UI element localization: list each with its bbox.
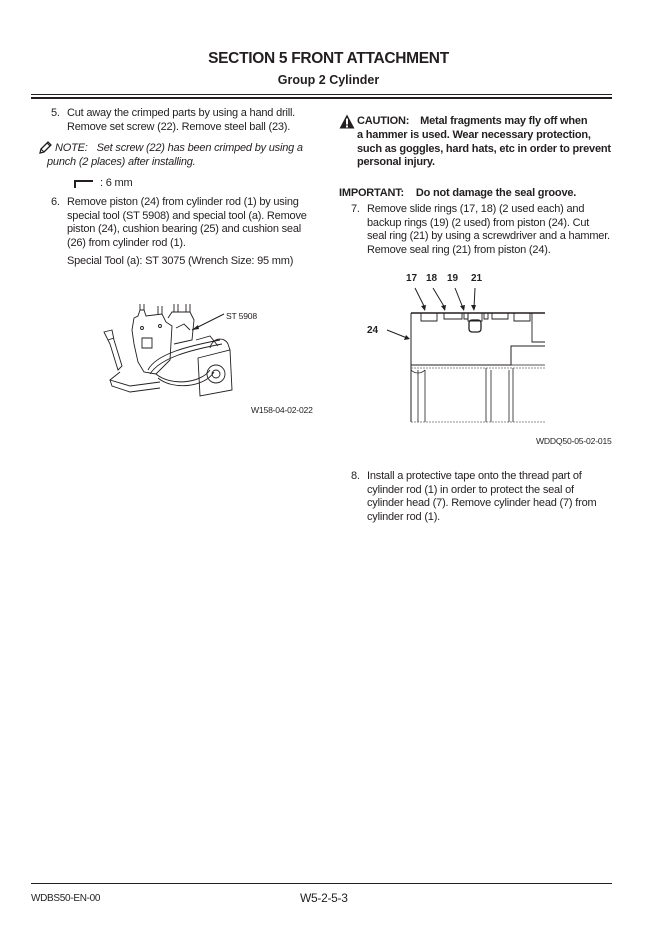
- callout-21: 21: [471, 273, 483, 284]
- step-line: backup rings (19) (2 used) from piston (24). Cut: [367, 216, 590, 229]
- step-line: Remove set screw (22). Remove steel ball (23).: [67, 120, 291, 133]
- step-line: piston (24), cushion bearing (25) and cushion seal: [67, 223, 301, 236]
- step-line: (26) from cylinder rod (1).: [67, 236, 186, 249]
- important-label: IMPORTANT:: [339, 187, 405, 199]
- step-line: Remove piston (24) from cylinder rod (1) by using: [67, 196, 299, 208]
- step-number: 8.: [351, 470, 360, 482]
- caution-text: Metal fragments may fly off when: [420, 115, 588, 127]
- important-text: Do not damage the seal groove.: [415, 187, 577, 199]
- figure-caption: WDDQ50-05-02-015: [536, 436, 612, 446]
- page-number: W5-2-5-3: [300, 891, 348, 905]
- step-line: cylinder rod (1).: [367, 510, 441, 523]
- pencil-icon: [38, 141, 55, 155]
- step-line: Install a protective tape onto the thread part of: [367, 470, 582, 482]
- doc-code: WDBS50-EN-00: [31, 893, 101, 904]
- wrench-size: : 6 mm: [100, 177, 133, 189]
- step-line: special tool (ST 5908) and special tool (a). Remove: [67, 209, 307, 222]
- special-tool-spec: Special Tool (a): ST 3075 (Wrench Size: 95 mm): [67, 255, 294, 268]
- figure-caption: W158-04-02-022: [251, 405, 313, 415]
- important-notice: [339, 187, 576, 201]
- step-8: [351, 470, 631, 524]
- step-line: Remove slide rings (17, 18) (2 used each) and: [367, 203, 585, 215]
- section-title: SECTION 5 FRONT ATTACHMENT: [208, 50, 449, 67]
- caution-block: [339, 115, 624, 170]
- note-label: NOTE:: [55, 142, 88, 154]
- footer-rule: [31, 883, 612, 884]
- step-line: Cut away the crimped parts by using a hand drill.: [67, 107, 296, 119]
- step-line: cylinder rod (1) in order to protect the seal of: [367, 483, 574, 496]
- callout-24: 24: [367, 325, 379, 336]
- step-line: cylinder head (7). Remove cylinder head (7) from: [367, 497, 597, 510]
- caution-text: personal injury.: [357, 156, 435, 169]
- caution-text: a hammer is used. Wear necessary protection,: [357, 129, 591, 141]
- caution-text: such as goggles, hard hats, etc in order to prevent: [357, 142, 611, 155]
- wrench-spec: [74, 177, 132, 191]
- step-number: 5.: [51, 107, 60, 119]
- figure-callout-label: ST 5908: [226, 311, 257, 321]
- step-number: 7.: [351, 203, 360, 215]
- note-text: Set screw (22) has been crimped by using a: [96, 142, 303, 154]
- callout-18: 18: [426, 273, 438, 284]
- header-rule-thick: [31, 97, 612, 99]
- figure-piston-section: [365, 270, 545, 430]
- step-line: Remove seal ring (21) from piston (24).: [367, 243, 551, 256]
- callout-19: 19: [447, 273, 459, 284]
- callout-17: 17: [406, 273, 418, 284]
- warning-triangle-icon: [339, 114, 357, 129]
- step-5: [51, 107, 331, 134]
- step-line: seal ring (21) by using a screwdriver and a hammer.: [367, 230, 610, 243]
- hex-wrench-icon: [74, 180, 94, 188]
- group-title: Group 2 Cylinder: [277, 73, 380, 87]
- header-rule-thin: [31, 94, 612, 95]
- note-text: punch (2 places) after installing.: [47, 155, 196, 168]
- step-6: [51, 196, 336, 269]
- step-7: [351, 203, 631, 257]
- caution-label: CAUTION:: [357, 115, 410, 127]
- note-block: [38, 142, 328, 169]
- step-number: 6.: [51, 196, 60, 208]
